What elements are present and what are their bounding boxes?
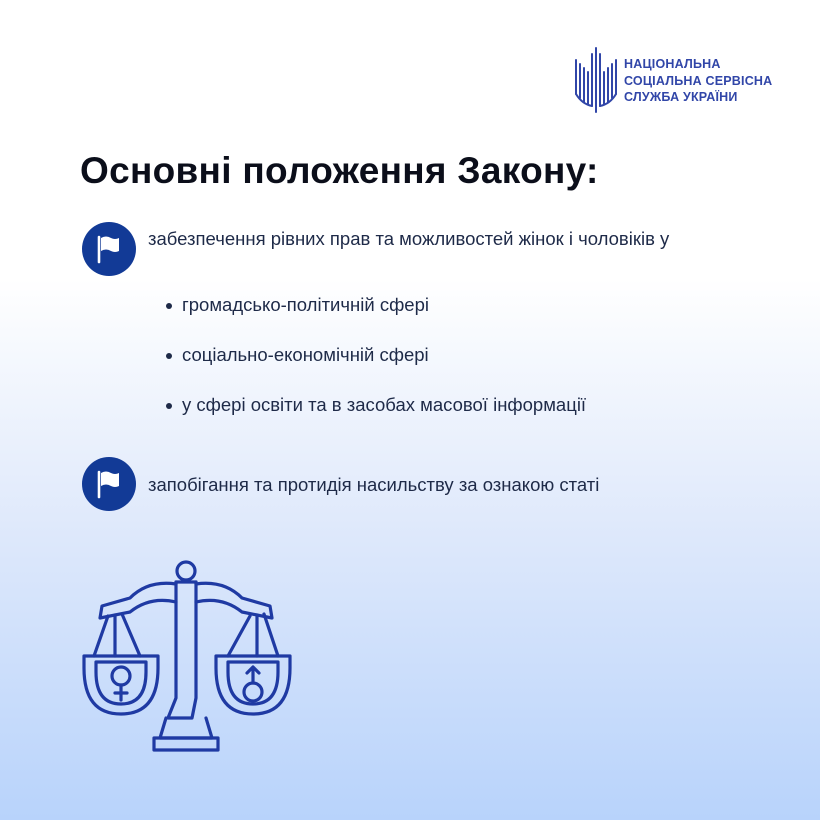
logo-line: СОЦІАЛЬНА СЕРВІСНА: [624, 73, 773, 88]
logo-text: [624, 56, 772, 106]
trident-emblem-icon: [574, 46, 618, 116]
flag-icon: [82, 457, 136, 511]
list-item: громадсько-політичній сфері: [164, 293, 586, 317]
item-text: запобігання та протидія насильству за ознакою статі: [148, 474, 600, 495]
logo-line: НАЦІОНАЛЬНА: [624, 57, 721, 71]
logo-line: СЛУЖБА УКРАЇНИ: [624, 90, 738, 104]
page-title: Основні положення Закону:: [80, 150, 599, 191]
item-text: забезпечення рівних прав та можливостей жінок і чоловіків у: [148, 228, 670, 249]
list-item: у сфері освіти та в засобах масової інформації: [164, 393, 586, 417]
bullet-list: [164, 293, 586, 443]
nssu-logo: [574, 46, 794, 116]
scales-with-gender-symbols-icon: [78, 558, 298, 769]
list-item: соціально-економічній сфері: [164, 343, 586, 367]
flag-icon: [82, 222, 136, 276]
